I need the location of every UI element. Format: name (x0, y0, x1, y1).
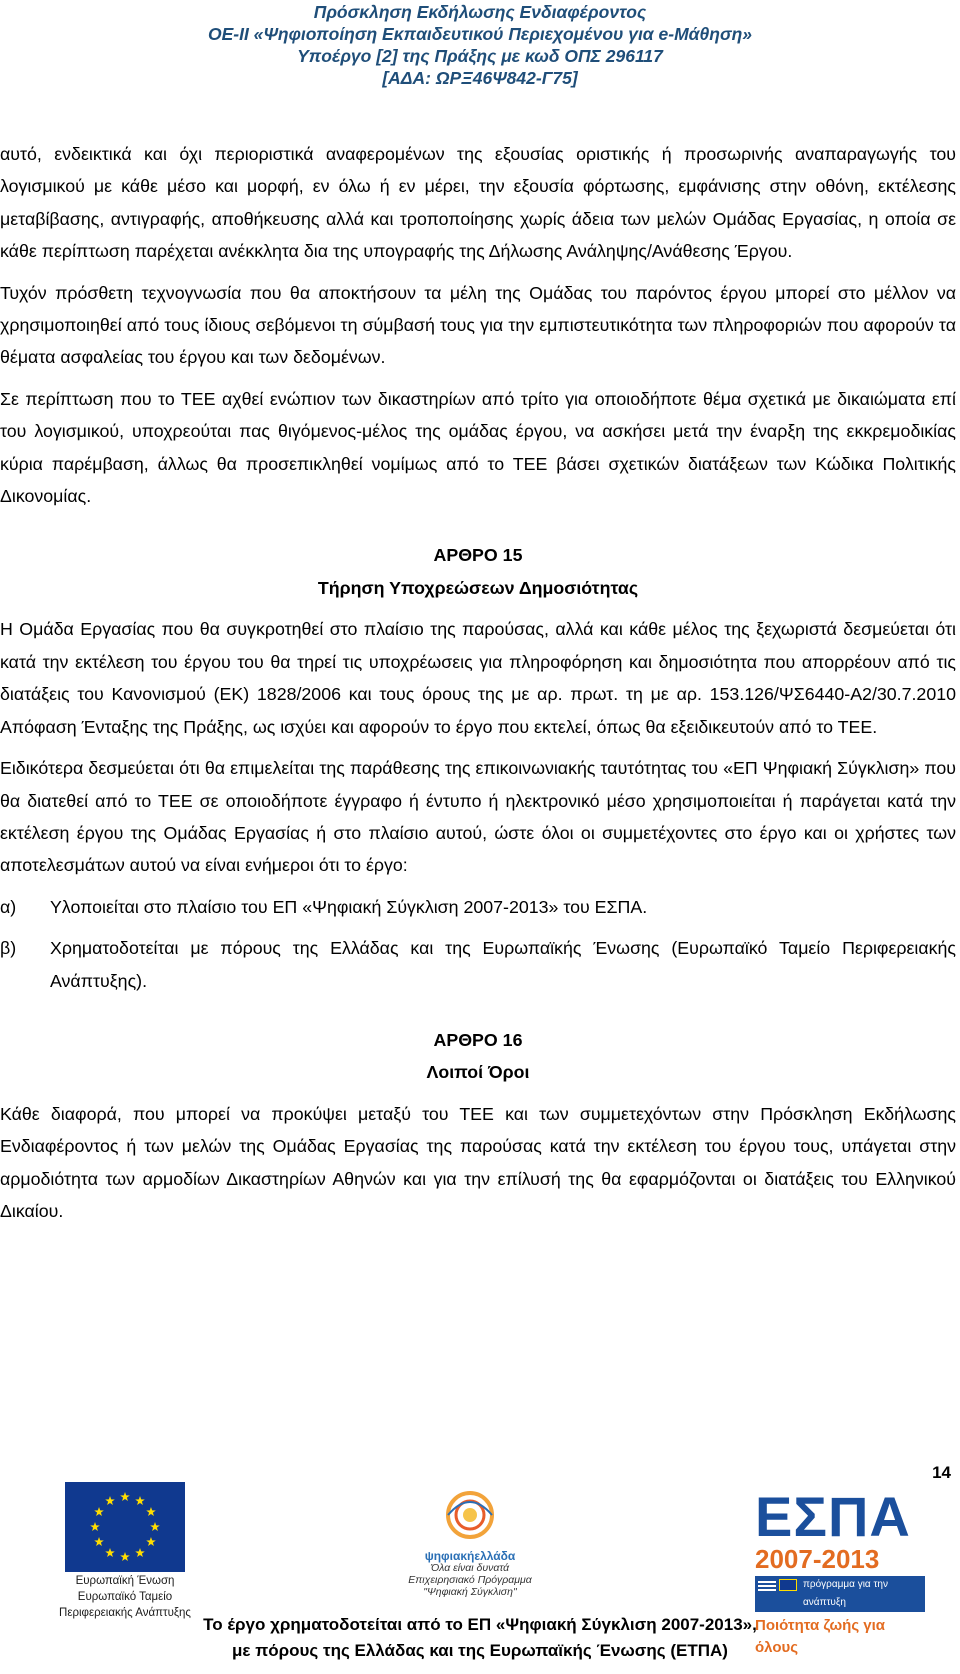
eu-caption-3: Περιφερειακής Ανάπτυξης (59, 1607, 191, 1619)
eu-stars-icon (65, 1482, 185, 1572)
espa-slogan: Ποιότητα ζωής για όλους (755, 1617, 886, 1656)
eu-star-icon (94, 1507, 104, 1516)
paragraph-5: Ειδικότερα δεσμεύεται ότι θα επιμελείται της παράθεσης της επικοινωνιακής ταυτότητας του «ΕΠ Ψηφιακή Σύγκλιση» που θα διατεθεί από το ΤΕΕ σε οποιοδήποτε έγγραφο ή έντυπο ή ηλεκτρονικό μέσο χρησιμοποιείται ή παράγεται κατά την εκτέλεση έργου της Ομάδας Εργασίας ή στο πλαίσιο αυτού, ώστε όλοι οι συμμετέχοντες στο έργο και οι χρήστες των αποτελεσμάτων αυτού να είναι ενήμεροι ότι το έργο: (0, 758, 956, 876)
header-line-3: Υποέργο [2] της Πράξης με κωδ ΟΠΣ 296117 (297, 46, 663, 66)
eu-caption-1: Ευρωπαϊκή Ένωση (75, 1575, 175, 1587)
eu-star-icon (94, 1537, 104, 1546)
eu-star-icon (135, 1548, 145, 1557)
eu-star-icon (90, 1522, 100, 1531)
espa-band-text: πρόγραμμα για την ανάπτυξη (803, 1579, 888, 1608)
digital-greece-text: ψηφιακήελλάδα (424, 1549, 516, 1563)
funding-footer (0, 1612, 960, 1664)
digital-convergence-logo (400, 1485, 540, 1598)
paragraph-6: Κάθε διαφορά, που μπορεί να προκύψει μεταξύ του ΤΕΕ και των συμμετεχόντων στην Πρόσκληση Εκδήλωσης Ενδιαφέροντος ή των μελών της Ομάδας Εργασίας της παρούσας κατά την εκτέλεση του έργου τους, υπάγεται στην αρμοδιότητα των αρμοδίων Δικαστηρίων Αθηνών και για την επίλυσή της θα εφαρμόζονται οι διατάξεις του Ελληνικού Δικαίου. (0, 1103, 956, 1222)
espa-wordmark: ΕΣΠΑ (755, 1485, 911, 1548)
article-16-title: Λοιποί Όροι (426, 1062, 530, 1083)
footer-line-2: με πόρους της Ελλάδας και της Ευρωπαϊκής Ένωσης (ΕΤΠΑ) (232, 1641, 728, 1660)
list-marker-a: α) (0, 896, 17, 917)
eu-star-icon (120, 1492, 130, 1501)
op-label: Επιχειρησιακό Πρόγραμμα (408, 1574, 532, 1586)
paragraph-1: αυτό, ενδεικτικά και όχι περιοριστικά αναφερομένων της εξουσίας οριστικής ή προσωρινής αναπαραγωγής του λογισμικού με κάθε μέσο και μορφή, εν όλω ή εν μέρει, την εξουσία φόρτωσης, εμφάνισης στην οθόνη, εκτέλεσης μεταβίβασης, αντιγραφής, αποθήκευσης αλλά και τροποποίησης χωρίς άδεια των μελών Ομάδας Εργασίας, η οποία σε κάθε περίπτωση παρέχεται ανέκκλητα δια της υπογραφής της Δήλωσης Ανάληψης/Ανάθεσης Έργου. (0, 144, 956, 262)
eu-star-icon (146, 1507, 156, 1516)
eu-caption-2: Ευρωπαϊκό Ταμείο (77, 1591, 173, 1603)
espa-years: 2007-2013 (755, 1544, 880, 1574)
paragraph-4: Η Ομάδα Εργασίας που θα συγκροτηθεί στο πλαίσιο της παρούσας, αλλά και κάθε μέλος της ξεχωριστά δεσμεύεται ότι κατά την εκτέλεση του έργου του θα τηρεί τις υποχρέωσεις για πληροφόρηση και δημοσιότητα που απορρέουν από τις διατάξεις του Κανονισμού (ΕΚ) 1828/2006 και τους όρους της με αρ. πρωτ. τη με αρ. 153.126/ΨΣ6440-Α2/30.7.2010 Απόφαση Ένταξης της Πράξης, ως ισχύει και αφορούν το έργο που εκτελεί, όπως θα εξειδικευτούν από το ΤΕΕ. (0, 619, 956, 737)
list-text-a: Υλοποιείται στο πλαίσιο του ΕΠ «Ψηφιακή Σύγκλιση 2007-2013» του ΕΣΠΑ. (50, 896, 648, 917)
header-line-4: [ΑΔΑ: ΩΡΞ46Ψ842-Γ75] (382, 68, 578, 88)
list-item-a (0, 891, 956, 923)
page-number: 14 (932, 1463, 951, 1482)
sun-swirl-icon (440, 1485, 500, 1545)
paragraph-2: Τυχόν πρόσθετη τεχνογνωσία που θα αποκτήσουν τα μέλη της Ομάδας του παρόντος έργου μπορεί στο μέλλον να χρησιμοποιηθεί από τους ίδιους σεβόμενοι τη σύμβασή τους για την εμπιστευτικότητα των πληροφοριών που αφορούν τα θέματα ασφαλείας του έργου και των δεδομένων. (0, 282, 956, 368)
eu-star-icon (105, 1548, 115, 1557)
list-text-b: Χρηματοδοτείται με πόρους της Ελλάδας και της Ευρωπαϊκής Ένωσης (Ευρωπαϊκό Ταμείο Περιφερειακής Ανάπτυξης). (50, 938, 956, 991)
eu-star-icon (105, 1496, 115, 1505)
eu-star-icon (120, 1552, 130, 1561)
eu-star-icon (150, 1522, 160, 1531)
article-15-title: Τήρηση Υποχρεώσεων Δημοσιότητας (317, 577, 639, 598)
op-name: "Ψηφιακή Σύγκλιση" (423, 1586, 517, 1598)
list-marker-b: β) (0, 938, 17, 959)
eu-flag-icon (65, 1482, 185, 1572)
eu-star-icon (135, 1496, 145, 1505)
header-line-1: Πρόσκληση Εκδήλωσης Ενδιαφέροντος (313, 2, 647, 22)
greek-flag-icon (758, 1579, 776, 1591)
eu-star-icon (146, 1537, 156, 1546)
document-body (0, 138, 956, 1237)
article-15-number: ΑΡΘΡΟ 15 (433, 545, 523, 566)
eu-small-flag-icon (779, 1579, 797, 1591)
list-item-b (0, 932, 956, 997)
paragraph-3: Σε περίπτωση που το ΤΕΕ αχθεί ενώπιον των δικαστηρίων από τρίτο για οποιοδήποτε θέμα σχετικά με δικαιώματα επί του λογισμικού, υποχρεούται πας θιγόμενος-μέλος της ομάδας έργου, να ασκήσει μετά την έναρξη της εκκρεμοδικίας κύρια παρέμβαση, άλλως θα προσεπικληθεί νομίμως από το ΤΕΕ βάσει σχετικών διατάξεων των Κώδικα Πολιτικής Δικονομίας. (0, 388, 956, 507)
espa-band (755, 1576, 925, 1612)
digital-slogan: Όλα είναι δυνατά (430, 1562, 510, 1574)
eu-logo (50, 1482, 200, 1620)
header-line-2: ΟΕ-ΙΙ «Ψηφιοποίηση Εκπαιδευτικού Περιεχομένου για e-Μάθηση» (207, 24, 752, 44)
article-16-number: ΑΡΘΡΟ 16 (433, 1029, 523, 1050)
footer-line-1: Το έργο χρηματοδοτείται από το ΕΠ «Ψηφιακή Σύγκλιση 2007-2013», (203, 1615, 757, 1634)
